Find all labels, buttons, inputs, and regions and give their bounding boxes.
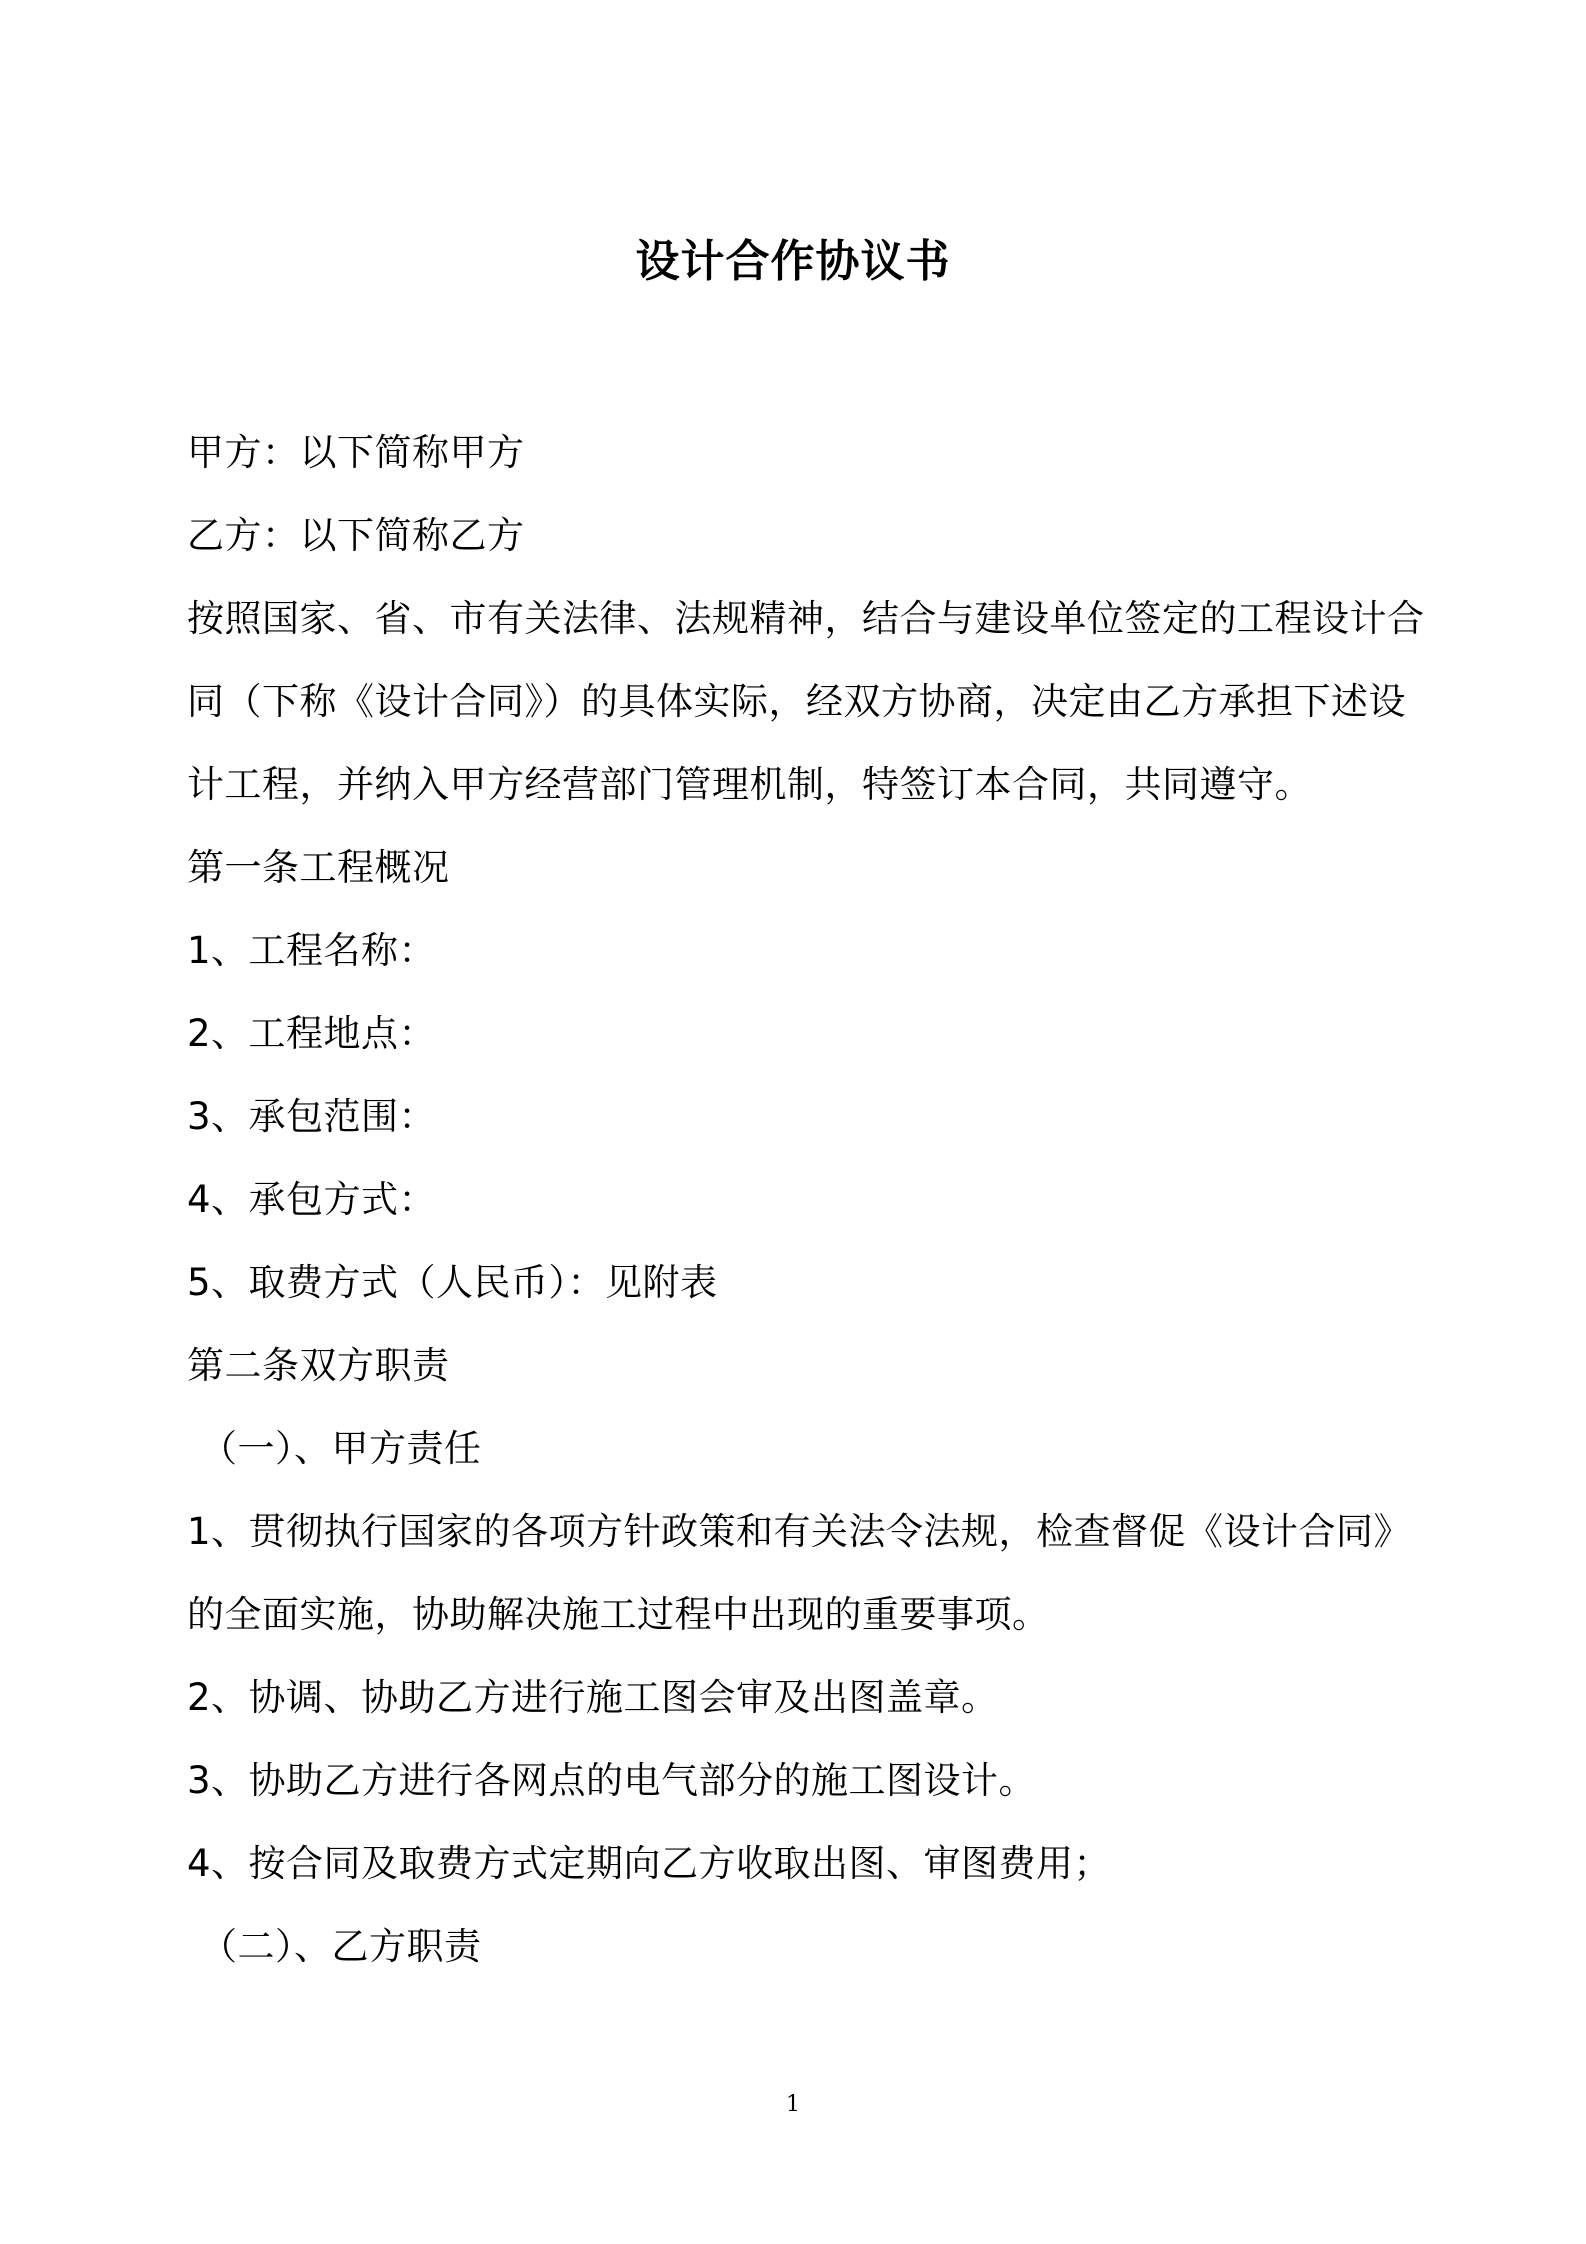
party-a-line: 甲方：以下简称甲方 — [187, 431, 525, 474]
intro-line-2: 同（下称《设计合同》）的具体实际，经双方协商，决定由乙方承担下述设 — [187, 680, 1406, 723]
page-number: 1 — [786, 2092, 800, 2117]
section-a-heading: （一）、甲方责任 — [200, 1427, 482, 1470]
article-1-item-4: 4、承包方式： — [187, 1178, 437, 1221]
article-1-heading: 第一条工程概况 — [187, 846, 450, 889]
article-1-item-2: 2、工程地点： — [187, 1012, 437, 1055]
section-a-item-1-cont: 的全面实施，协助解决施工过程中出现的重要事项。 — [187, 1593, 1050, 1636]
document-title: 设计合作协议书 — [635, 236, 951, 287]
article-1-item-5: 5、取费方式（人民币）：见附表 — [187, 1261, 718, 1304]
section-b-heading: （二）、乙方职责 — [200, 1925, 482, 1968]
section-a-item-3: 3、协助乙方进行各网点的电气部分的施工图设计。 — [187, 1759, 1037, 1802]
article-2-heading: 第二条双方职责 — [187, 1344, 450, 1387]
party-b-line: 乙方：以下简称乙方 — [187, 514, 525, 557]
section-a-item-4: 4、按合同及取费方式定期向乙方收取出图、审图费用； — [187, 1842, 1112, 1885]
article-1-item-3: 3、承包范围： — [187, 1095, 437, 1138]
intro-line-1: 按照国家、省、市有关法律、法规精神，结合与建设单位签定的工程设计合 — [187, 597, 1425, 640]
article-1-item-1: 1、工程名称： — [187, 929, 437, 972]
section-a-item-2: 2、协调、协助乙方进行施工图会审及出图盖章。 — [187, 1676, 999, 1719]
section-a-item-1: 1、贯彻执行国家的各项方针政策和有关法令法规，检查督促《设计合同》 — [187, 1510, 1412, 1553]
intro-line-3: 计工程，并纳入甲方经营部门管理机制，特签订本合同，共同遵守。 — [187, 763, 1312, 806]
